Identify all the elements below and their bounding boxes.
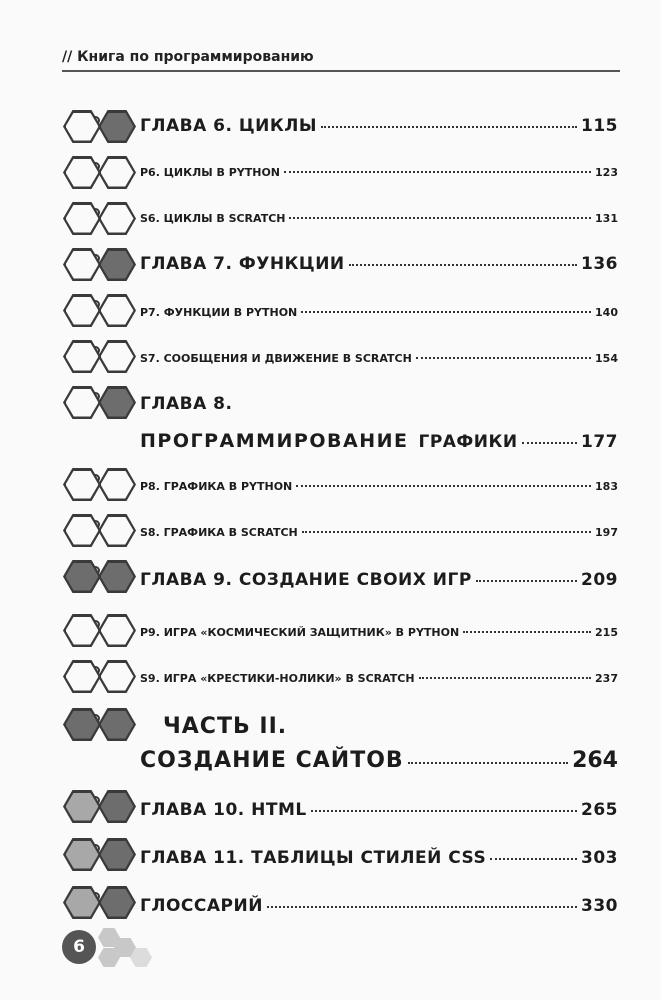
hexagon-fill bbox=[101, 251, 134, 279]
hexagon-icon bbox=[63, 614, 101, 647]
hexagon-fill bbox=[101, 841, 134, 869]
hexagon-fill bbox=[101, 471, 134, 499]
hexagon-fill bbox=[66, 251, 99, 279]
entry-line bbox=[140, 212, 618, 225]
hexagon-fill bbox=[66, 205, 99, 233]
entry-page: 209 bbox=[581, 570, 618, 590]
entry-page: 237 bbox=[595, 672, 618, 685]
hexagon-icon bbox=[63, 340, 101, 373]
hexagon-icon bbox=[63, 468, 101, 501]
entry-line bbox=[140, 394, 618, 414]
entry-title: P9. ИГРА «КОСМИЧЕСКИЙ ЗАЩИТНИК» В PYTHON bbox=[140, 626, 460, 639]
entry-page: 115 bbox=[581, 116, 618, 136]
hexagon-icon bbox=[98, 340, 136, 373]
hexagon-icon bbox=[98, 110, 136, 143]
entry-title: P8. ГРАФИКА В PYTHON bbox=[140, 480, 293, 493]
dot-leader bbox=[349, 263, 577, 266]
dot-leader bbox=[522, 441, 577, 444]
dot-leader bbox=[311, 809, 577, 812]
entry-line bbox=[140, 166, 618, 179]
hexagon-icon bbox=[63, 248, 101, 281]
hexagon-icon bbox=[98, 294, 136, 327]
hexagon-fill bbox=[101, 159, 134, 187]
entry-page: 131 bbox=[595, 212, 618, 225]
entry-title: ГЛАВА 9. СОЗДАНИЕ СВОИХ ИГР bbox=[140, 570, 472, 590]
entry-page: 215 bbox=[595, 626, 618, 639]
part-title-line2: СОЗДАНИЕ САЙТОВ bbox=[140, 748, 404, 773]
entry-title: P7. ФУНКЦИИ В PYTHON bbox=[140, 306, 298, 319]
entry-title: ГЛАВА 6. ЦИКЛЫ bbox=[140, 116, 317, 136]
dot-leader bbox=[419, 676, 591, 679]
hexagon-fill bbox=[101, 205, 134, 233]
hexagon-icon bbox=[98, 790, 136, 823]
hexagon-fill bbox=[66, 159, 99, 187]
entry-page: 136 bbox=[581, 254, 618, 274]
hexagon-fill bbox=[101, 617, 134, 645]
entry-title-line1: ГЛАВА 8. bbox=[140, 394, 233, 414]
hexagon-icon bbox=[63, 838, 101, 871]
hexagon-fill bbox=[101, 663, 134, 691]
hexagon-fill bbox=[101, 297, 134, 325]
book-title: // Книга по программированию bbox=[62, 49, 314, 65]
hexagon-fill bbox=[66, 389, 99, 417]
entry-line bbox=[140, 526, 618, 539]
hexagon-icon bbox=[63, 560, 101, 593]
entry-line bbox=[140, 748, 618, 773]
entry-title: ГЛАВА 11. ТАБЛИЦЫ СТИЛЕЙ CSS bbox=[140, 848, 487, 868]
entry-line bbox=[140, 352, 618, 365]
hexagon-icon bbox=[98, 886, 136, 919]
hexagon-icon bbox=[98, 386, 136, 419]
dot-leader bbox=[289, 216, 591, 219]
hexagon-fill bbox=[101, 793, 134, 821]
entry-line bbox=[140, 480, 618, 493]
hexagon-icon bbox=[98, 468, 136, 501]
hexagon-fill bbox=[66, 793, 99, 821]
hexagon-icon bbox=[98, 514, 136, 547]
dot-leader bbox=[284, 170, 591, 173]
entry-title: ГЛАВА 10. HTML bbox=[140, 800, 307, 820]
entry-line bbox=[140, 896, 618, 916]
entry-line bbox=[140, 306, 618, 319]
hexagon-icon bbox=[63, 156, 101, 189]
entry-title: S6. ЦИКЛЫ В SCRATCH bbox=[140, 212, 286, 225]
entry-page: 265 bbox=[581, 800, 618, 820]
entry-title: S9. ИГРА «КРЕСТИКИ-НОЛИКИ» В SCRATCH bbox=[140, 672, 415, 685]
entry-page: 264 bbox=[572, 748, 618, 773]
hexagon-icon bbox=[63, 386, 101, 419]
hexagon-fill bbox=[66, 343, 99, 371]
entry-title: S7. СООБЩЕНИЯ И ДВИЖЕНИЕ В SCRATCH bbox=[140, 352, 412, 365]
hexagon-fill bbox=[66, 297, 99, 325]
dot-leader bbox=[490, 857, 577, 860]
page-number-badge bbox=[62, 928, 172, 968]
entry-page: 197 bbox=[595, 526, 618, 539]
entry-line bbox=[140, 626, 618, 639]
hexagon-icon bbox=[98, 838, 136, 871]
hexagon-icon bbox=[63, 886, 101, 919]
entry-line bbox=[140, 430, 618, 452]
dot-leader bbox=[416, 356, 591, 359]
hexagon-icon bbox=[63, 660, 101, 693]
hexagon-fill bbox=[101, 563, 134, 591]
hexagon-fill bbox=[66, 841, 99, 869]
entry-title: S8. ГРАФИКА В SCRATCH bbox=[140, 526, 298, 539]
hexagon-fill bbox=[101, 113, 134, 141]
entry-title: P6. ЦИКЛЫ В PYTHON bbox=[140, 166, 280, 179]
entry-title-line2a: ПРОГРАММИРОВАНИЕ bbox=[140, 430, 409, 452]
hexagon-icon bbox=[63, 110, 101, 143]
hexagon-fill bbox=[66, 471, 99, 499]
hexagon-fill bbox=[66, 889, 99, 917]
hexagon-fill bbox=[66, 711, 99, 739]
dot-leader bbox=[267, 905, 577, 908]
entry-title: ГЛОССАРИЙ bbox=[140, 896, 263, 916]
hexagon-fill bbox=[66, 663, 99, 691]
hexagon-fill bbox=[66, 113, 99, 141]
hexagon-icon bbox=[98, 156, 136, 189]
hexagon-fill bbox=[101, 389, 134, 417]
hexagon-fill bbox=[101, 889, 134, 917]
dot-leader bbox=[476, 579, 577, 582]
entry-line bbox=[140, 800, 618, 820]
hexagon-icon bbox=[63, 294, 101, 327]
hexagon-icon bbox=[63, 514, 101, 547]
hexagon-fill bbox=[101, 343, 134, 371]
dot-leader bbox=[301, 310, 591, 313]
hexagon-fill bbox=[66, 563, 99, 591]
hexagon-icon bbox=[98, 248, 136, 281]
hexagon-icon bbox=[63, 708, 101, 741]
hexagon-fill bbox=[66, 517, 99, 545]
entry-page: 123 bbox=[595, 166, 618, 179]
entry-line bbox=[140, 116, 618, 136]
hexagon-icon bbox=[63, 202, 101, 235]
dot-leader bbox=[296, 484, 591, 487]
entry-page: 154 bbox=[595, 352, 618, 365]
hexagon-icon bbox=[98, 202, 136, 235]
entry-page: 303 bbox=[581, 848, 618, 868]
entry-page: 330 bbox=[581, 896, 618, 916]
hexagon-fill bbox=[101, 517, 134, 545]
page-number: 6 bbox=[62, 930, 96, 964]
hexagon-icon bbox=[98, 708, 136, 741]
hexagon-fill bbox=[66, 617, 99, 645]
hexagon-icon bbox=[98, 614, 136, 647]
entry-page: 140 bbox=[595, 306, 618, 319]
hexagon-icon bbox=[98, 660, 136, 693]
hexagon-icon bbox=[63, 790, 101, 823]
hexagon-fill bbox=[101, 711, 134, 739]
dot-leader bbox=[321, 125, 577, 128]
dot-leader bbox=[302, 530, 591, 533]
entry-line bbox=[140, 570, 618, 590]
entry-page: 183 bbox=[595, 480, 618, 493]
part-title-line1: ЧАСТЬ II. bbox=[163, 714, 288, 739]
entry-page: 177 bbox=[581, 432, 618, 452]
entry-title: ГЛАВА 7. ФУНКЦИИ bbox=[140, 254, 345, 274]
entry-title-line2b: ГРАФИКИ bbox=[418, 432, 518, 452]
hexagon-icon bbox=[98, 560, 136, 593]
entry-line bbox=[140, 254, 618, 274]
dot-leader bbox=[463, 630, 591, 633]
dot-leader bbox=[408, 761, 568, 764]
entry-line bbox=[140, 848, 618, 868]
entry-line bbox=[140, 672, 618, 685]
